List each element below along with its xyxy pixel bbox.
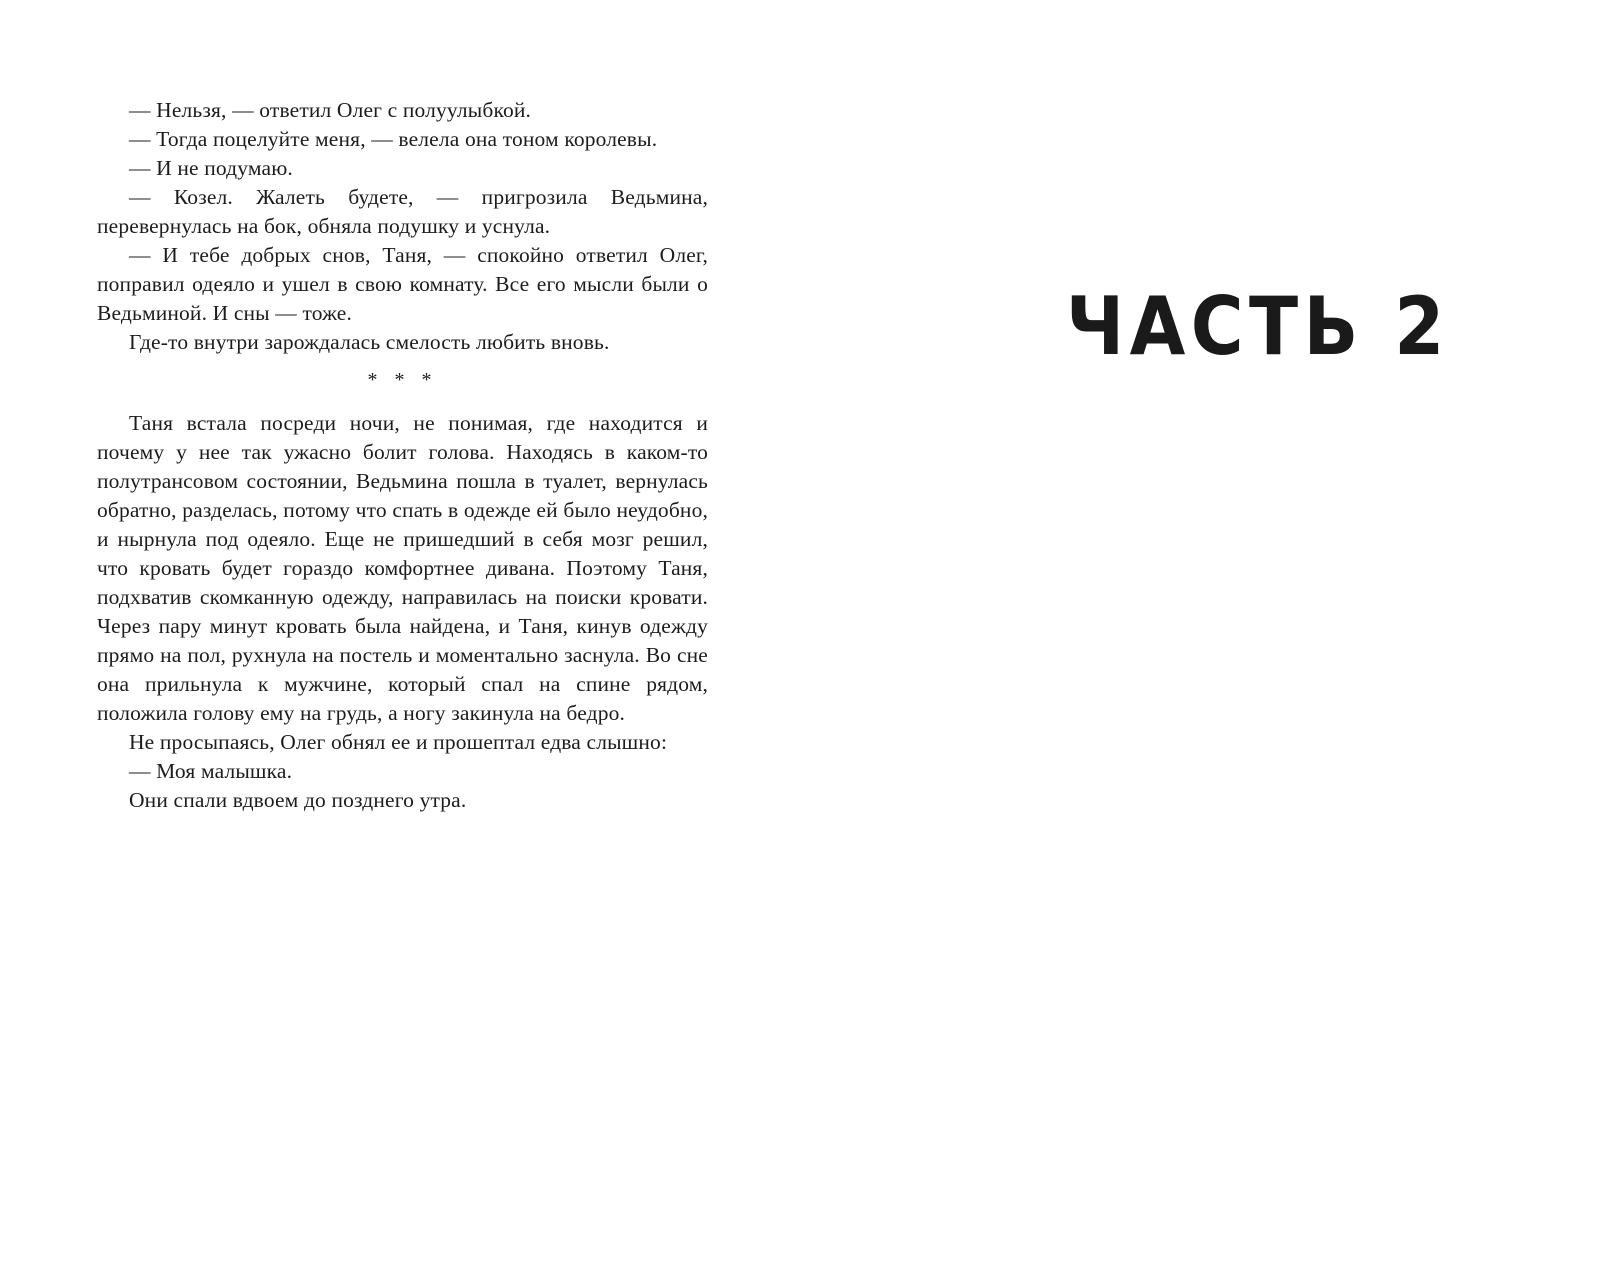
paragraph: — Тогда поцелуйте меня, — велела она тоном королевы. [129, 127, 658, 151]
part-title: ЧАСТЬ 2 [1066, 280, 1450, 373]
paragraph: Где-то внутри зарождалась смелость любить вновь. [129, 330, 610, 354]
paragraph: — Моя малышка. [129, 759, 293, 783]
right-page [800, 0, 1600, 1280]
paragraph: — Нельзя, — ответил Олег с полуулыбкой. [129, 98, 532, 122]
paragraph: Они спали вдвоем до позднего утра. [129, 788, 467, 812]
paragraph: Таня встала посреди ночи, не понимая, где находится и почему у нее так ужасно болит голова. Находясь в каком-то полутрансовом состоянии, Ведьмина пошла в туалет, вернулась обратно, разделась, потому что спать в одежде ей было неудобно, и нырнула под одеяло. Еще не пришедший в себя мозг решил, что кровать будет гораздо комфортнее дивана. Поэтому Таня, подхватив скомканную одежду, направилась на поиски кровати. Через пару минут кровать была найдена, и Таня, кинув одежду прямо на пол, рухнула на постель и моментально заснула. Во сне она прильнула к мужчине, который спал на спине рядом, положила голову ему на грудь, а ногу закинула на бедро. [97, 411, 708, 725]
paragraph: Не просыпаясь, Олег обнял ее и прошептал едва слышно: [129, 730, 668, 754]
section-separator: * * * [367, 369, 438, 391]
paragraph: — И тебе добрых снов, Таня, — спокойно ответил Олег, поправил одеяло и ушел в свою комнату. Все его мысли были о Ведьминой. И сны — тоже. [97, 243, 708, 325]
paragraph: — И не подумаю. [129, 156, 293, 180]
paragraph: — Козел. Жалеть будете, — пригрозила Ведьмина, перевернулась на бок, обняла подушку и уснула. [97, 185, 708, 238]
left-page [97, 96, 708, 815]
